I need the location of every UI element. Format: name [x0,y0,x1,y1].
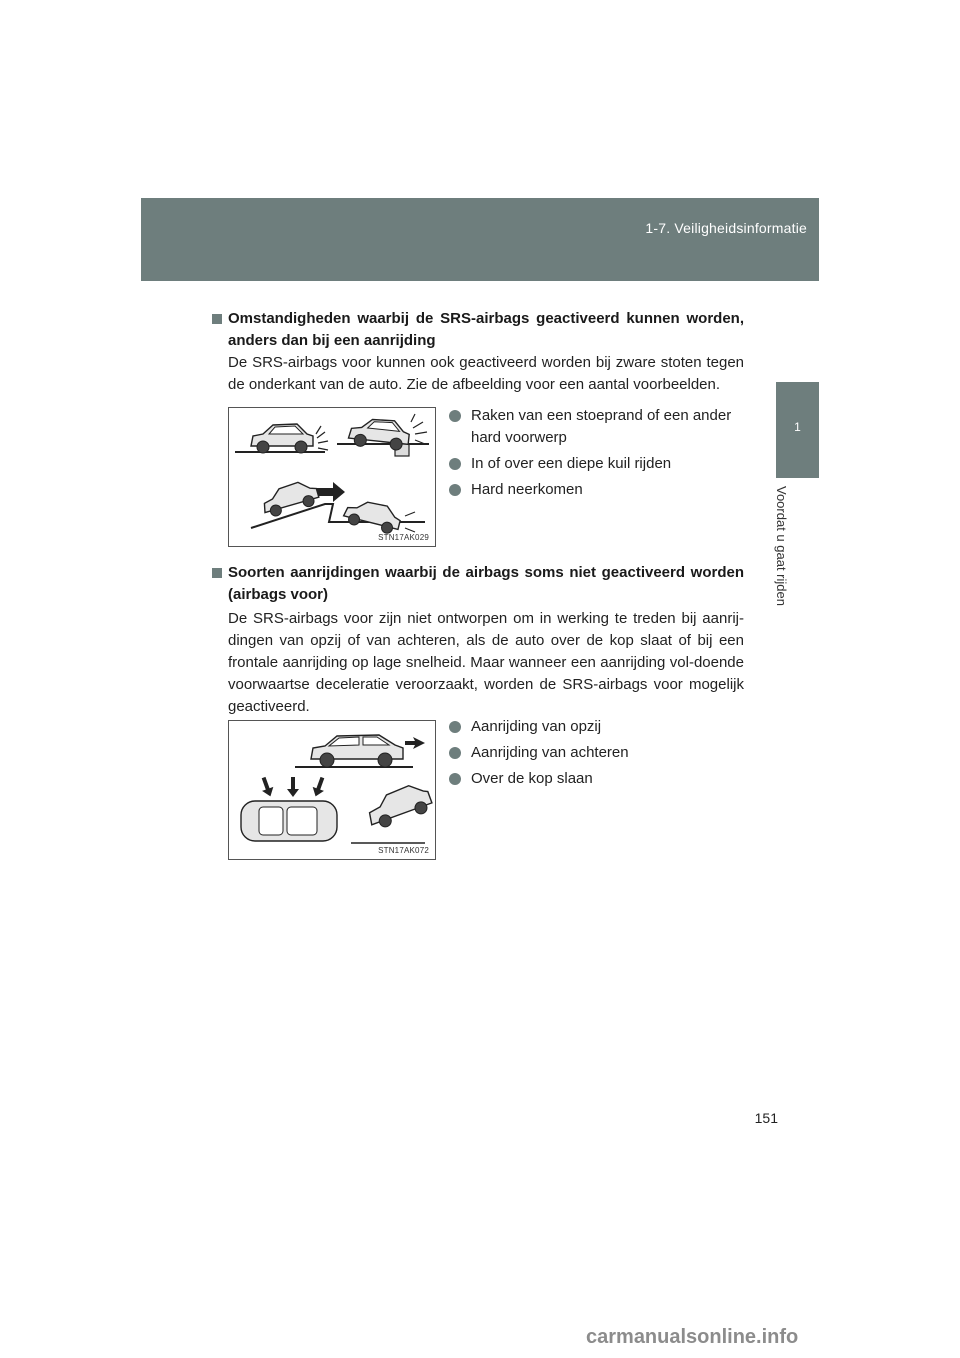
figure-code: STN17AK072 [378,846,429,855]
list-item-text: Over de kop slaan [471,770,593,787]
bullet-list-no-activation [447,716,747,794]
list-item [447,405,747,449]
figure-no-activation-illustration [228,720,436,860]
section-body-no-activation: De SRS-airbags voor zijn niet ontworpen om in werking te treden bij aanrij-dingen van opzij of van achteren, als de auto over de kop slaat of bij een frontale aanrijding op lage snelheid. Maar wanneer een aanrijding vol-doende voorwaartse deceleratie veroorzaakt, worden de SRS-airbags voor mogelijk geactiveerd. [228,610,744,715]
bullet-dot-icon [449,721,461,733]
section-heading-non-collision [212,308,744,352]
bullet-dot-icon [449,410,461,422]
list-item [447,742,747,764]
section-heading-no-activation [212,562,744,606]
figure-code: STN17AK029 [378,533,429,542]
chapter-side-label-text: Voordat u gaat rijden [774,486,789,606]
list-item-text: Hard neerkomen [471,481,583,498]
no-activation-illustration [229,721,435,859]
list-item-text: In of over een diepe kuil rijden [471,455,672,472]
bullet-list-non-collision [447,405,747,505]
chapter-side-label [774,486,806,656]
list-item-text: Aanrijding van achteren [471,744,629,761]
chapter-number: 1 [794,420,801,434]
list-item [447,716,747,738]
heading-square-icon [212,314,222,324]
bullet-dot-icon [449,747,461,759]
section-heading-text: Soorten aanrijdingen waarbij de airbags soms niet geactiveerd worden (airbags voor) [228,564,744,603]
list-item [447,768,747,790]
watermark: carmanualsonline.info [586,1326,799,1348]
bullet-dot-icon [449,773,461,785]
list-item [447,479,747,501]
heading-square-icon [212,568,222,578]
section-heading-text: Omstandigheden waarbij de SRS-airbags geactiveerd kunnen worden, anders dan bij een aanrijding [228,310,744,349]
list-item [447,453,747,475]
non-collision-illustration [229,408,435,546]
bullet-dot-icon [449,458,461,470]
list-item-text: Raken van een stoeprand of een ander hard voorwerp [471,407,732,446]
chapter-title: 1-7. Veiligheidsinformatie [645,220,807,236]
page-number: 151 [754,1110,778,1126]
figure-non-collision-illustration [228,407,436,547]
chapter-header-band [141,198,819,281]
chapter-side-tab [776,382,819,478]
list-item-text: Aanrijding van opzij [471,718,602,735]
section-body-non-collision: De SRS-airbags voor kunnen ook geactiveerd worden bij zware stoten tegen de onderkant van de auto. Zie de afbeelding voor een aantal voorbeelden. [228,354,744,393]
bullet-dot-icon [449,484,461,496]
